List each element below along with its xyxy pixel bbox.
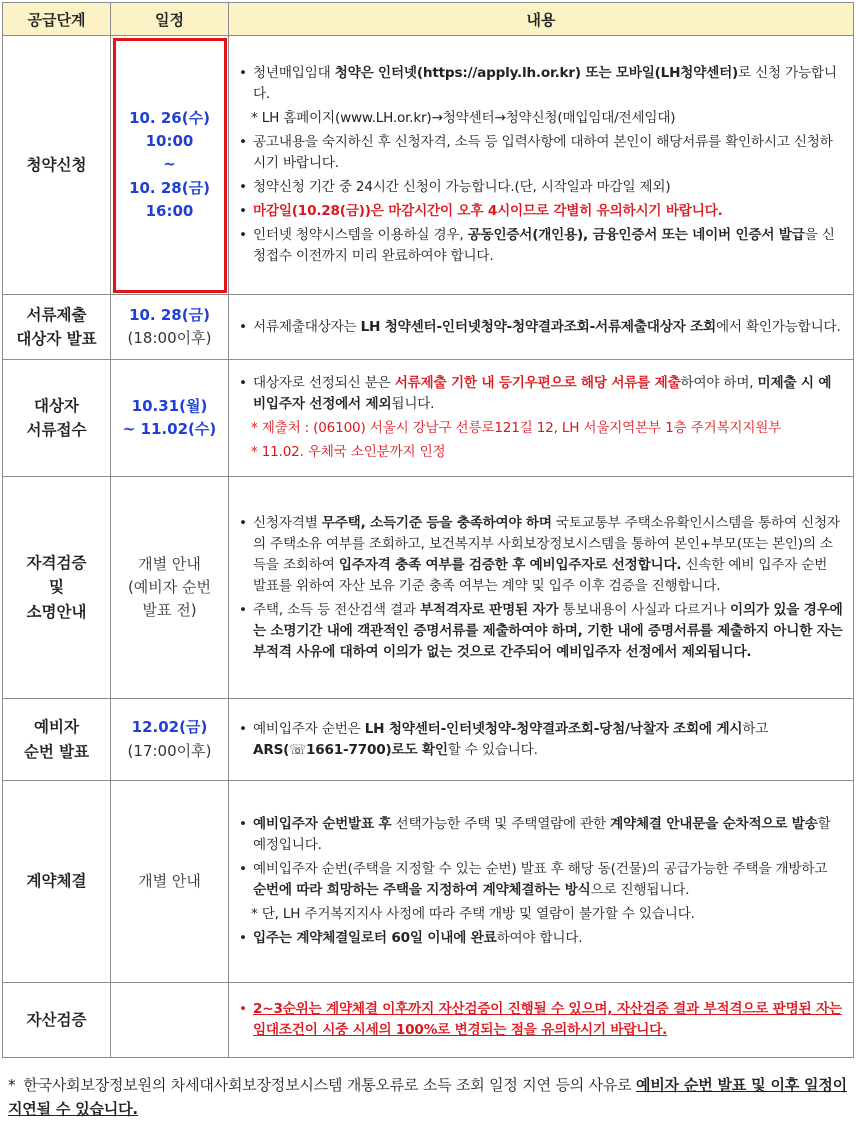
text-run: 청약은 인터넷(https://apply.lh.or.kr) 또는 모바일(LH청약센터) xyxy=(334,65,739,81)
row-contract xyxy=(3,781,854,983)
text-run: 할 수 있습니다. xyxy=(447,741,538,758)
bullet-dot: • xyxy=(239,514,247,531)
text-run: 입주자격 충족 여부를 검증한 후 예비입주자로 선정합니다. xyxy=(338,556,682,573)
bullet-item xyxy=(237,373,843,415)
text-run: 단, LH 주거복지지사 사정에 따라 주택 개방 및 열람이 불가할 수 있습니다. xyxy=(261,906,695,922)
bullet-dot: • xyxy=(239,930,247,946)
date-cell xyxy=(111,36,229,295)
bullet-dot: • xyxy=(239,1001,247,1017)
text-run: 선택가능한 주택 및 주택열람에 관한 xyxy=(391,816,611,832)
bullet-dot: • xyxy=(239,861,247,877)
stage-label: 소명안내 xyxy=(26,602,87,621)
bullet-dot: • xyxy=(239,65,247,81)
stage-label: 대상자 xyxy=(34,396,79,415)
stage-label: 서류제출 xyxy=(26,305,87,324)
bullet-item xyxy=(237,132,843,174)
date-note: (예비자 순번 xyxy=(127,577,212,596)
note-item xyxy=(237,904,843,925)
text-run: 하고 xyxy=(742,720,769,737)
text-run: LH 청약센터-인터넷청약-청약결과조회-서류제출대상자 조회 xyxy=(360,318,716,335)
bullet-dot: • xyxy=(239,375,247,391)
text-run: 서류제출 기한 내 등기우편으로 해당 서류를 제출 xyxy=(394,375,681,391)
date-text: 12.02(금) xyxy=(131,718,208,737)
bullet-dot: • xyxy=(239,179,247,195)
note-star: * xyxy=(251,444,262,460)
footnote-bold: 예비자 순번 발표 및 이후 일정이 지연될 수 있습니다. xyxy=(8,1076,847,1118)
text-run: 제출처 : (06100) 서울시 강남구 선릉로121길 12, LH 서울지역본부 1층 주거복지지원부 xyxy=(261,420,782,436)
content-cell xyxy=(229,983,854,1058)
stage-cell xyxy=(3,295,111,360)
schedule-table xyxy=(2,2,854,1058)
text-run: 무주택, 소득기준 등을 충족하여야 하며 xyxy=(321,514,552,531)
bullet-item xyxy=(237,719,843,761)
text-run: 주택, 소득 등 전산검색 결과 xyxy=(253,601,420,618)
text-run: 국토교통부 주택소유확인시스템을 통하여 신청자의 주택소유 여부를 조회하고, 보건복지부 사회보장정보시스템을 통하여 본인+부모(또는 본인)의 소득을 조회하여 xyxy=(253,514,840,573)
text-run: 입주는 계약체결일로터 60일 이내에 완료 xyxy=(253,930,497,946)
bullet-item xyxy=(237,63,843,105)
text-run: 이의가 있을 경우에는 소명기간 내에 객관적인 증명서류를 제출하여야 하며, 기한 내에 증명서류를 제출하지 아니한 자는 부적격 사유에 대하여 이의가 없는 것으로 간주되어 예비입주자 선정에서 제외됩니다. xyxy=(253,601,843,660)
date-note: 발표 전) xyxy=(142,601,197,620)
bullet-dot: • xyxy=(239,816,247,832)
text-run: 에서 확인가능합니다. xyxy=(715,318,841,335)
bullet-dot: • xyxy=(239,318,247,335)
date-cell xyxy=(111,360,229,477)
note-star: * xyxy=(251,110,262,126)
note-star: * xyxy=(251,420,262,436)
text-run: 으로 진행됩니다. xyxy=(590,882,690,898)
bullet-item xyxy=(237,201,843,222)
footnote-mark: * xyxy=(8,1076,16,1094)
content-cell xyxy=(229,699,854,781)
content-cell xyxy=(229,477,854,699)
stage-cell xyxy=(3,36,111,295)
date-text: 10. 28(금) xyxy=(129,305,210,324)
bullet-item xyxy=(237,600,843,663)
date-cell xyxy=(111,983,229,1058)
header-schedule: 일정 xyxy=(111,3,229,36)
text-run: 예비입주자 순번은 xyxy=(253,720,365,737)
bullet-dot: • xyxy=(239,203,247,219)
date-cell xyxy=(111,699,229,781)
date-note: 개별 안내 xyxy=(138,871,201,890)
date-cell xyxy=(111,477,229,699)
text-run: ARS(☏1661-7700)로도 확인 xyxy=(253,741,448,758)
header-stage: 공급단계 xyxy=(3,3,111,36)
date-text: ~ 11.02(수) xyxy=(122,420,217,438)
date-note: (18:00이후) xyxy=(127,329,212,347)
date-note: (17:00이후) xyxy=(127,741,212,760)
bullet-dot: • xyxy=(239,720,247,737)
date-note: 개별 안내 xyxy=(138,554,201,573)
bullet-dot: • xyxy=(239,601,247,618)
text-run: 11.02. 우체국 소인분까지 인정 xyxy=(261,444,446,460)
text-run: 공동인증서(개인용), 금융인증서 또는 네이버 인증서 발급 xyxy=(467,227,805,243)
date-cell xyxy=(111,295,229,360)
stage-label: 계약체결 xyxy=(26,872,87,891)
text-run: 서류제출대상자는 xyxy=(253,318,361,335)
text-run: 청약신청 기간 중 24시간 신청이 가능합니다.(단, 시작일과 마감일 제외) xyxy=(253,179,671,195)
bullet-item xyxy=(237,225,843,267)
bullet-item xyxy=(237,999,843,1041)
note-item xyxy=(237,442,843,463)
date-text: 10. 28(금) xyxy=(129,178,210,197)
text-run: 계약체결 안내문을 순차적으로 발송 xyxy=(610,816,818,832)
header-content: 내용 xyxy=(229,3,854,36)
text-run: 할 예정입니다. xyxy=(253,816,831,853)
text-run: 을 신청접수 이전까지 미리 완료하여야 합니다. xyxy=(253,227,835,264)
footnote-text: 한국사회보장정보원의 차세대사회보장정보시스템 개통오류로 소득 조회 일정 지연 등의 사유로 xyxy=(23,1076,637,1094)
note-item xyxy=(237,108,843,129)
bullet-item xyxy=(237,177,843,198)
bullet-item xyxy=(237,928,843,949)
text-run: 청년매입임대 xyxy=(253,65,335,81)
text-run: 부적격자로 판명된 자가 xyxy=(419,601,559,618)
stage-cell xyxy=(3,983,111,1058)
text-run: 대상자로 선정되신 분은 xyxy=(253,375,395,391)
text-run: 통보내용이 사실과 다르거나 xyxy=(558,601,731,618)
stage-cell xyxy=(3,477,111,699)
text-run: 예비입주자 순번(주택을 지정할 수 있는 순번) 발표 후 해당 동(건물)의 공급가능한 주택을 개방하고 xyxy=(253,861,828,877)
stage-label: 순번 발표 xyxy=(23,742,90,761)
stage-label: 청약신청 xyxy=(26,155,87,174)
text-run: 인터넷 청약시스템을 이용하실 경우, xyxy=(253,227,468,243)
stage-label: 자격검증 xyxy=(26,554,87,573)
bullet-item xyxy=(237,814,843,856)
text-run: 2~3순위는 계약체결 이후까지 자산검증이 진행될 수 있으며, 자산검증 결과 부적격으로 판명된 자는 임대조건이 시중 시세의 100%로 변경되는 점을 유의하시기 바랍니다. xyxy=(253,1001,842,1038)
text-run: LH 홈페이지(www.LH.or.kr)→청약센터→청약신청(매입임대/전세임대) xyxy=(261,110,676,126)
stage-label: 및 xyxy=(49,578,64,597)
content-cell xyxy=(229,360,854,477)
text-run: LH 청약센터-인터넷청약-청약결과조회-당첨/낙찰자 조회에 게시 xyxy=(364,720,743,737)
row-asset-check xyxy=(3,983,854,1058)
text-run: 마감일(10.28(금))은 마감시간이 오후 4시이므로 각별히 유의하시기 바랍니다. xyxy=(253,203,723,219)
date-text: 10:00 xyxy=(145,132,194,151)
date-text: 10.31(월) xyxy=(131,396,208,415)
text-run: 로 신청 가능합니다. xyxy=(253,65,837,102)
stage-label: 예비자 xyxy=(34,718,79,737)
text-run: 공고내용을 숙지하신 후 신청자격, 소득 등 입력사항에 대하여 본인이 해당서류를 확인하시고 신청하시기 바랍니다. xyxy=(253,134,833,171)
row-doc-submission xyxy=(3,360,854,477)
bullet-dot: • xyxy=(239,134,247,150)
stage-cell xyxy=(3,360,111,477)
note-item xyxy=(237,418,843,439)
table-header-row xyxy=(3,3,854,36)
row-doc-target-announce xyxy=(3,295,854,360)
bullet-item xyxy=(237,859,843,901)
stage-cell xyxy=(3,699,111,781)
date-cell xyxy=(111,781,229,983)
stage-label: 대상자 발표 xyxy=(16,330,97,348)
stage-cell xyxy=(3,781,111,983)
bullet-item xyxy=(237,317,843,338)
text-run: 됩니다. xyxy=(391,396,435,412)
text-run: 신속한 예비 입주자 순번 발표를 위하여 자산 보유 기준 충족 여부는 계약 및 입주 이후 검증을 진행합니다. xyxy=(253,556,828,594)
bullet-item xyxy=(237,513,843,597)
stage-label: 자산검증 xyxy=(26,1010,87,1029)
bullet-dot: • xyxy=(239,227,247,243)
date-text: 10. 26(수) xyxy=(129,108,210,127)
text-run: 하여야 합니다. xyxy=(496,930,583,946)
text-run: 미제출 시 예비입주자 선정에서 제외 xyxy=(253,375,832,412)
row-waitlist-announce xyxy=(3,699,854,781)
note-star: * xyxy=(251,906,262,922)
date-text: ~ xyxy=(163,155,176,174)
date-text: 16:00 xyxy=(145,201,194,220)
footnote xyxy=(8,1073,848,1121)
text-run: 예비입주자 순번발표 후 xyxy=(253,816,392,832)
row-application xyxy=(3,36,854,295)
text-run: 신청자격별 xyxy=(253,514,322,531)
stage-label: 서류접수 xyxy=(26,421,87,439)
content-cell xyxy=(229,36,854,295)
text-run: 하여야 하며, xyxy=(680,375,758,391)
row-eligibility-check xyxy=(3,477,854,699)
text-run: 순번에 따라 희망하는 주택을 지정하여 계약체결하는 방식 xyxy=(253,882,591,898)
content-cell xyxy=(229,781,854,983)
content-cell xyxy=(229,295,854,360)
